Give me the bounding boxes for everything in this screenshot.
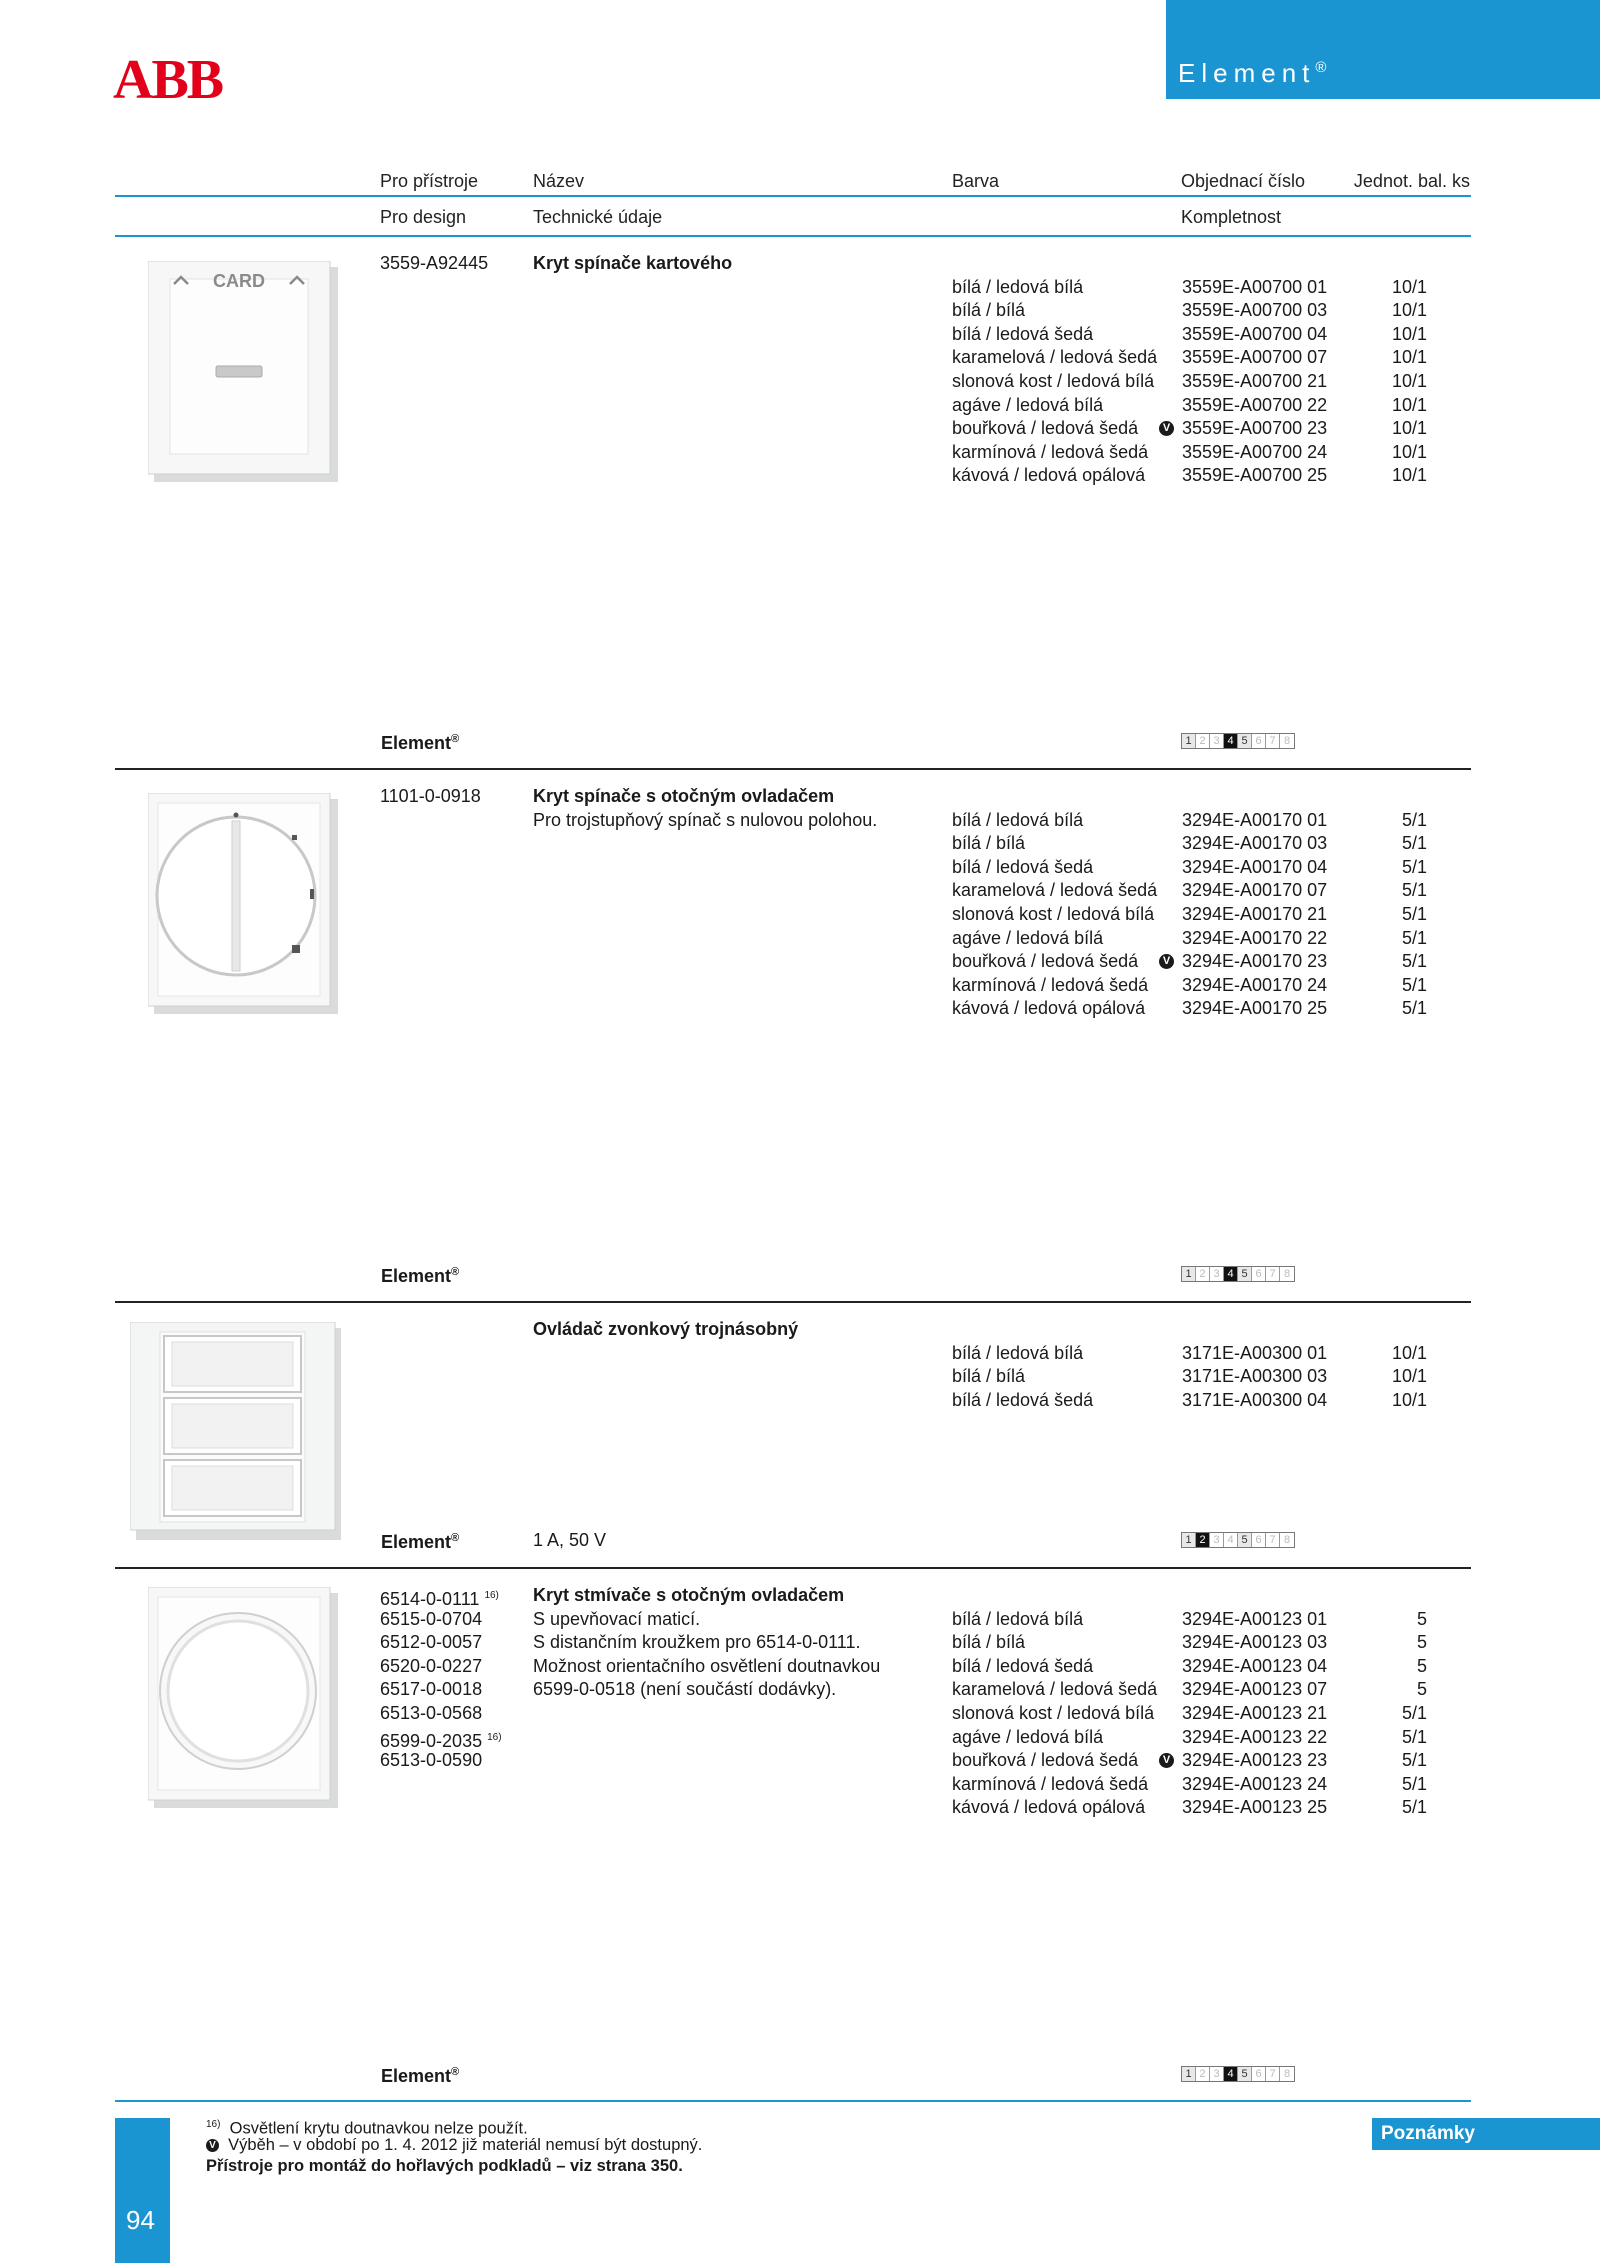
- registered-mark: ®: [451, 2066, 460, 2078]
- page-number: 94: [126, 2205, 155, 2235]
- color-variant: bouřková / ledová šedá: [952, 418, 1139, 439]
- header-col-name: Název: [533, 171, 585, 191]
- header-col-order: Objednací číslo: [1181, 171, 1306, 191]
- card-label: CARD: [213, 271, 265, 291]
- scale-cell: 5: [1238, 1267, 1252, 1281]
- order-number: 3171E-A00300 03: [1182, 1366, 1328, 1387]
- order-number: 3294E-A00123 21: [1182, 1703, 1328, 1723]
- color-variant: kávová / ledová opálová: [952, 998, 1146, 1019]
- scale-cell: 7: [1266, 2067, 1280, 2081]
- color-variant: bílá / ledová šedá: [952, 1655, 1094, 1676]
- header-col-pack: Jednot. bal. ks: [1353, 171, 1470, 191]
- registered-mark: ®: [451, 1266, 460, 1278]
- scale-cell: 2: [1196, 1267, 1210, 1281]
- color-variant: karmínová / ledová šedá: [952, 974, 1149, 995]
- header-col-devices: Pro přístroje: [380, 171, 479, 191]
- color-variant: karamelová / ledová šedá: [952, 347, 1158, 368]
- table-row: [952, 927, 1427, 951]
- footnote-bold: Přístroje pro montáž do hořlavých podkladů – viz strana 350.: [206, 2157, 683, 2175]
- scale-cell: 8: [1280, 1267, 1294, 1281]
- product-image-card-switch: [148, 261, 338, 482]
- scale-cell: 7: [1266, 1267, 1280, 1281]
- color-variant: bílá / ledová bílá: [952, 809, 1084, 830]
- table-row: [952, 1365, 1427, 1389]
- table-row: [952, 1655, 1427, 1679]
- color-variant: slonová kost / ledová bílá: [952, 371, 1155, 391]
- table-row: [952, 809, 1427, 833]
- product-description: S distančním kroužkem pro 6514-0-0111.: [533, 1632, 861, 1653]
- table-row: [952, 1389, 1427, 1413]
- table-row: [952, 1726, 1427, 1750]
- page-number-box: [115, 2118, 170, 2263]
- device-code-text: 6520-0-0227: [380, 1655, 483, 1676]
- notes-label: Poznámky: [1381, 2123, 1475, 2144]
- table-row: [952, 1702, 1427, 1726]
- header-col-design: Pro design: [380, 207, 467, 227]
- footer-rule: [115, 2100, 1471, 2102]
- section-rule-1: [115, 768, 1471, 770]
- product-line-name: Element: [1178, 58, 1316, 88]
- color-variant: slonová kost / ledová bílá: [952, 1703, 1155, 1723]
- table-row: [952, 832, 1427, 856]
- design-line-label: [381, 734, 459, 752]
- device-code: [380, 785, 481, 809]
- device-code: [380, 1655, 482, 1679]
- device-code: [380, 1678, 482, 1702]
- table-row: [952, 856, 1427, 880]
- order-number: 3294E-A00123 04: [1182, 1655, 1328, 1676]
- design-line-name: Element: [381, 733, 452, 753]
- header-col-color: Barva: [952, 171, 1000, 191]
- product-description: 6599-0-0518 (není součástí dodávky).: [533, 1679, 837, 1700]
- order-number: 3294E-A00123 01: [1182, 1608, 1328, 1629]
- scale-cell: 2: [1196, 1533, 1210, 1547]
- order-number: 3559E-A00700 24: [1182, 441, 1328, 462]
- color-variant: bouřková / ledová šedá: [952, 951, 1139, 972]
- technical-data: 1 A, 50 V: [533, 1530, 607, 1550]
- completeness-scale: [1181, 1266, 1295, 1282]
- scale-cell: 3: [1210, 1533, 1224, 1547]
- pack-quantity: 5/1: [1401, 1773, 1427, 1794]
- design-line-label: [381, 2067, 459, 2085]
- order-number: 3294E-A00170 01: [1182, 809, 1328, 830]
- device-code: [380, 252, 488, 276]
- phaseout-icon: V: [1159, 421, 1174, 436]
- pack-quantity: 5/1: [1401, 1726, 1427, 1747]
- footnote-v-text: Výběh – v období po 1. 4. 2012 již materiál nemusí být dostupný.: [228, 2136, 703, 2154]
- order-number: 3294E-A00170 03: [1182, 833, 1328, 854]
- product-line-title: [1178, 60, 1326, 86]
- scale-cell: 1: [1182, 1533, 1196, 1547]
- pack-quantity: 5/1: [1401, 904, 1427, 924]
- product-image-rotary-switch: [148, 793, 338, 1014]
- scale-cell: 1: [1182, 1267, 1196, 1281]
- scale-cell: 7: [1266, 734, 1280, 748]
- order-number: 3294E-A00170 25: [1182, 998, 1328, 1019]
- color-variant: bílá / ledová šedá: [952, 323, 1094, 344]
- table-row: [952, 997, 1427, 1021]
- color-variant: karmínová / ledová šedá: [952, 441, 1149, 462]
- order-number: 3559E-A00700 22: [1182, 394, 1328, 415]
- table-row: [952, 1678, 1427, 1702]
- pack-quantity: 10/1: [1391, 418, 1427, 439]
- section-rule-3: [115, 1567, 1471, 1569]
- order-number: 3294E-A00123 24: [1182, 1773, 1328, 1794]
- scale-cell: 2: [1196, 734, 1210, 748]
- pack-quantity: 10/1: [1391, 323, 1427, 344]
- scale-cell: 8: [1280, 2067, 1294, 2081]
- product-image-dimmer: [148, 1587, 338, 1808]
- completeness-scale: [1181, 733, 1295, 749]
- order-number: 3559E-A00700 04: [1182, 323, 1328, 344]
- device-code-text: 6513-0-0590: [380, 1750, 483, 1771]
- section-rule-2: [115, 1301, 1471, 1303]
- product-title: Kryt stmívače s otočným ovladačem: [533, 1585, 845, 1605]
- product-title: Kryt spínače s otočným ovladačem: [533, 786, 835, 806]
- pack-quantity: 5: [1416, 1655, 1427, 1676]
- pack-quantity: 10/1: [1391, 394, 1427, 415]
- table-row: [952, 1608, 1427, 1632]
- pack-quantity: 10/1: [1391, 1366, 1427, 1387]
- scale-cell: 8: [1280, 734, 1294, 748]
- color-variant: bílá / bílá: [952, 833, 1026, 854]
- pack-quantity: 5/1: [1401, 809, 1427, 830]
- registered-mark: ®: [451, 1532, 460, 1544]
- device-code-text: 6513-0-0568: [380, 1703, 483, 1723]
- footnote-v: [206, 2135, 702, 2156]
- color-variant: agáve / ledová bílá: [952, 927, 1104, 948]
- scale-cell: 4: [1224, 1533, 1238, 1547]
- scale-cell: 6: [1252, 1533, 1266, 1547]
- table-row: [952, 1773, 1427, 1797]
- color-variant: slonová kost / ledová bílá: [952, 904, 1155, 924]
- header-top-rule: [115, 195, 1471, 197]
- pack-quantity: 5/1: [1401, 927, 1427, 948]
- color-variant: agáve / ledová bílá: [952, 394, 1104, 415]
- table-row: [952, 394, 1427, 418]
- header-col-completeness: Kompletnost: [1181, 207, 1282, 227]
- registered-mark: ®: [451, 733, 460, 745]
- color-variant: kávová / ledová opálová: [952, 465, 1146, 486]
- scale-cell: 3: [1210, 1267, 1224, 1281]
- scale-cell: 5: [1238, 2067, 1252, 2081]
- device-code-text: 6517-0-0018: [380, 1679, 483, 1700]
- color-variant: bílá / ledová šedá: [952, 1389, 1094, 1410]
- pack-quantity: 5: [1416, 1632, 1427, 1653]
- order-number: 3294E-A00170 23: [1182, 951, 1328, 972]
- pack-quantity: 5: [1416, 1679, 1427, 1700]
- device-code-text: 6599-0-2035: [380, 1730, 483, 1751]
- table-row: [952, 323, 1427, 347]
- order-number: 3294E-A00123 03: [1182, 1632, 1328, 1653]
- table-row: [952, 974, 1427, 998]
- pack-quantity: 10/1: [1391, 300, 1427, 321]
- table-row: [952, 464, 1427, 488]
- design-line-name: Element: [381, 1266, 452, 1286]
- table-row: [952, 370, 1427, 394]
- color-variant: karmínová / ledová šedá: [952, 1773, 1149, 1794]
- color-variant: bouřková / ledová šedá: [952, 1750, 1139, 1771]
- table-row: [952, 1749, 1427, 1773]
- design-line-name: Element: [381, 1532, 452, 1552]
- scale-cell: 4: [1224, 2067, 1238, 2081]
- footnote-16-text: Osvětlení krytu doutnavkou nelze použít.: [229, 2119, 528, 2138]
- device-code-footnote: 16): [484, 1590, 499, 1601]
- footnote-16-marker: 16): [206, 2119, 221, 2130]
- color-variant: bílá / bílá: [952, 1366, 1026, 1387]
- device-code-text: 3559-A92445: [380, 253, 489, 273]
- phaseout-icon: V: [1159, 1753, 1174, 1768]
- pack-quantity: 5: [1416, 1608, 1427, 1629]
- product-image-triple-bell: [130, 1322, 345, 1540]
- product-description: Možnost orientačního osvětlení doutnavkou: [533, 1655, 881, 1676]
- pack-quantity: 5/1: [1401, 974, 1427, 995]
- completeness-scale: [1181, 2066, 1295, 2082]
- pack-quantity: 10/1: [1391, 441, 1427, 462]
- device-code: [380, 1702, 482, 1726]
- order-number: 3294E-A00123 23: [1182, 1750, 1328, 1771]
- color-variant: bílá / ledová bílá: [952, 276, 1084, 297]
- pack-quantity: 10/1: [1391, 1342, 1427, 1363]
- pack-quantity: 10/1: [1391, 347, 1427, 368]
- design-line-name: Element: [381, 2066, 452, 2086]
- order-number: 3559E-A00700 23: [1182, 418, 1328, 439]
- scale-cell: 3: [1210, 734, 1224, 748]
- order-number: 3559E-A00700 21: [1182, 371, 1328, 391]
- pack-quantity: 5/1: [1401, 951, 1427, 972]
- scale-cell: 1: [1182, 734, 1196, 748]
- color-variant: karamelová / ledová šedá: [952, 1679, 1158, 1700]
- pack-quantity: 5/1: [1401, 1797, 1427, 1818]
- product-description: Pro trojstupňový spínač s nulovou polohou.: [533, 809, 878, 830]
- order-number: 3294E-A00123 25: [1182, 1797, 1328, 1818]
- scale-cell: 1: [1182, 2067, 1196, 2081]
- scale-cell: 5: [1238, 1533, 1252, 1547]
- device-code: [380, 1608, 482, 1632]
- table-row: [952, 1796, 1427, 1820]
- pack-quantity: 5/1: [1401, 998, 1427, 1019]
- scale-cell: 6: [1252, 1267, 1266, 1281]
- order-number: 3294E-A00123 22: [1182, 1726, 1328, 1747]
- table-row: [952, 1631, 1427, 1655]
- scale-cell: 5: [1238, 734, 1252, 748]
- pack-quantity: 5/1: [1401, 1750, 1427, 1771]
- device-code-text: 6512-0-0057: [380, 1632, 483, 1653]
- order-number: 3294E-A00170 22: [1182, 927, 1328, 948]
- color-variant: bílá / bílá: [952, 1632, 1026, 1653]
- scale-cell: 2: [1196, 2067, 1210, 2081]
- color-variant: karamelová / ledová šedá: [952, 880, 1158, 901]
- order-number: 3294E-A00123 07: [1182, 1679, 1328, 1700]
- order-number: 3294E-A00170 07: [1182, 880, 1328, 901]
- phaseout-icon: V: [1159, 954, 1174, 969]
- color-variant: agáve / ledová bílá: [952, 1726, 1104, 1747]
- order-number: 3294E-A00170 04: [1182, 856, 1328, 877]
- table-row: [952, 1342, 1427, 1366]
- product-title: Kryt spínače kartového: [533, 253, 733, 273]
- pack-quantity: 10/1: [1391, 465, 1427, 486]
- table-row: [952, 903, 1427, 927]
- order-number: 3559E-A00700 25: [1182, 465, 1328, 486]
- order-number: 3559E-A00700 01: [1182, 276, 1328, 297]
- pack-quantity: 5/1: [1401, 856, 1427, 877]
- scale-cell: 7: [1266, 1533, 1280, 1547]
- color-variant: bílá / ledová bílá: [952, 1342, 1084, 1363]
- phaseout-icon: V: [206, 2139, 219, 2152]
- table-row: [952, 346, 1427, 370]
- table-row: [952, 950, 1427, 974]
- completeness-scale: [1181, 1532, 1295, 1548]
- header-col-tech: Technické údaje: [533, 207, 663, 227]
- table-row: [952, 879, 1427, 903]
- pack-quantity: 10/1: [1391, 276, 1427, 297]
- device-code-text: 6515-0-0704: [380, 1608, 483, 1629]
- design-line-label: [381, 1267, 459, 1285]
- scale-cell: 6: [1252, 734, 1266, 748]
- scale-cell: 3: [1210, 2067, 1224, 2081]
- table-row: [952, 276, 1427, 300]
- scale-cell: 4: [1224, 734, 1238, 748]
- product-title: Ovládač zvonkový trojnásobný: [533, 1319, 799, 1339]
- design-line-label: [381, 1533, 459, 1551]
- product-description: S upevňovací maticí.: [533, 1608, 701, 1629]
- device-code-text: 1101-0-0918: [380, 786, 481, 806]
- order-number: 3171E-A00300 01: [1182, 1342, 1328, 1363]
- device-code: [380, 1631, 482, 1655]
- device-code-text: 6514-0-0111: [380, 1589, 480, 1609]
- order-number: 3559E-A00700 07: [1182, 347, 1328, 368]
- table-row: [952, 417, 1427, 441]
- order-number: 3559E-A00700 03: [1182, 300, 1328, 321]
- color-variant: kávová / ledová opálová: [952, 1797, 1146, 1818]
- color-variant: bílá / ledová bílá: [952, 1608, 1084, 1629]
- pack-quantity: 10/1: [1391, 1389, 1427, 1410]
- pack-quantity: 5/1: [1401, 833, 1427, 854]
- pack-quantity: 5/1: [1401, 1703, 1427, 1723]
- header-bottom-rule: [115, 235, 1471, 237]
- order-number: 3294E-A00170 24: [1182, 974, 1328, 995]
- pack-quantity: 10/1: [1391, 371, 1427, 391]
- order-number: 3294E-A00170 21: [1182, 904, 1328, 924]
- order-number: 3171E-A00300 04: [1182, 1389, 1328, 1410]
- abb-logo: ABB: [113, 49, 223, 111]
- device-code-footnote: 16): [487, 1731, 502, 1743]
- pack-quantity: 5/1: [1401, 880, 1427, 901]
- color-variant: bílá / ledová šedá: [952, 856, 1094, 877]
- scale-cell: 8: [1280, 1533, 1294, 1547]
- table-row: [952, 441, 1427, 465]
- scale-cell: 6: [1252, 2067, 1266, 2081]
- table-row: [952, 299, 1427, 323]
- color-variant: bílá / bílá: [952, 300, 1026, 321]
- registered-mark: ®: [1315, 59, 1327, 76]
- device-code: [380, 1749, 482, 1773]
- scale-cell: 4: [1224, 1267, 1238, 1281]
